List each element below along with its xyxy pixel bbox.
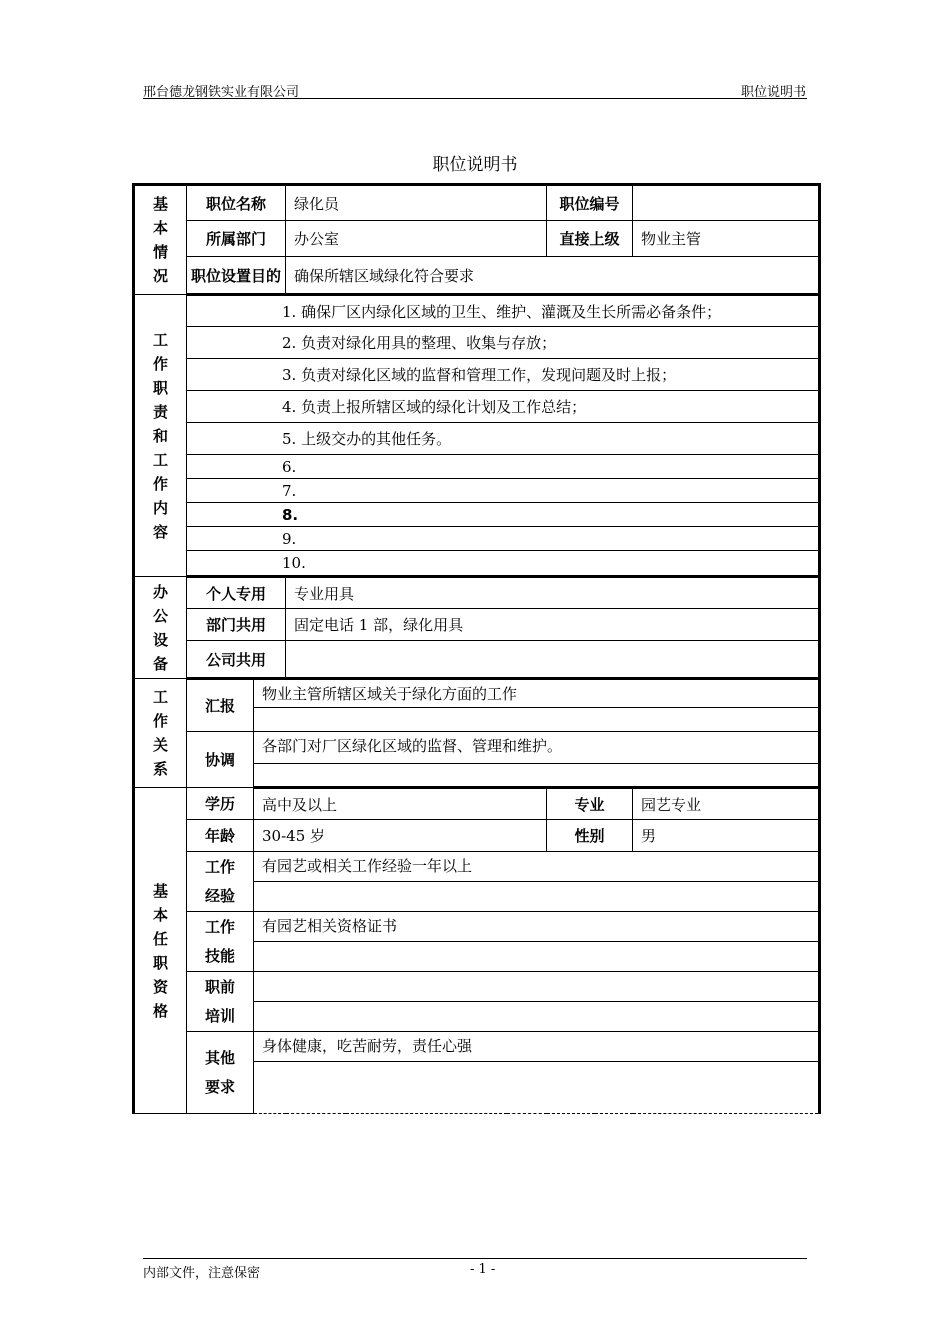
training-value [254, 972, 820, 1002]
duty-item: 3. 负责对绿化区域的监督和管理工作，发现问题及时上报； [187, 359, 820, 391]
report-blank-line [254, 708, 820, 732]
skills-blank-line [254, 942, 820, 972]
experience-value: 有园艺或相关工作经验一年以上 [254, 852, 820, 882]
skills-label: 工作 技能 [187, 912, 254, 972]
report-label: 汇报 [187, 679, 254, 732]
job-description-table [132, 183, 821, 1114]
page-number: - 1 - [470, 1262, 496, 1277]
company-equipment-label: 公司共用 [187, 641, 286, 679]
position-code-label: 职位编号 [547, 185, 633, 221]
duty-item: 9. [187, 527, 820, 551]
training-label: 职前 培训 [187, 972, 254, 1032]
personal-equipment-label: 个人专用 [187, 577, 286, 609]
duty-item: 8. [187, 503, 820, 527]
gender-value: 男 [633, 820, 820, 852]
duty-item: 7. [187, 479, 820, 503]
duty-item: 10. [187, 551, 820, 577]
experience-label: 工作 经验 [187, 852, 254, 912]
department-label: 所属部门 [187, 221, 286, 257]
header-company: 邢台德龙钢铁实业有限公司 [143, 85, 300, 100]
header-rule [143, 98, 807, 99]
duty-item: 4. 负责上报所辖区域的绿化计划及工作总结； [187, 391, 820, 423]
skills-value: 有园艺相关资格证书 [254, 912, 820, 942]
education-value: 高中及以上 [254, 788, 547, 820]
section-duties: 工 作 职 责 和 工 作 内 容 [134, 295, 187, 577]
department-equipment-value: 固定电话 1 部，绿化用具 [286, 609, 820, 641]
age-label: 年龄 [187, 820, 254, 852]
duty-item: 2. 负责对绿化用具的整理、收集与存放； [187, 327, 820, 359]
section-qualifications: 基 本 任 职 资 格 [134, 788, 187, 1114]
supervisor-label: 直接上级 [547, 221, 633, 257]
duty-item: 6. [187, 455, 820, 479]
coordinate-value: 各部门对厂区绿化区域的监督、管理和维护。 [254, 732, 820, 764]
position-name-label: 职位名称 [187, 185, 286, 221]
document-title: 职位说明书 [432, 155, 518, 175]
duty-item: 5. 上级交办的其他任务。 [187, 423, 820, 455]
other-label: 其他 要求 [187, 1032, 254, 1114]
gender-label: 性别 [547, 820, 633, 852]
company-equipment-value [286, 641, 820, 679]
section-equipment: 办 公 设 备 [134, 577, 187, 679]
major-value: 园艺专业 [633, 788, 820, 820]
personal-equipment-value: 专业用具 [286, 577, 820, 609]
section-relations: 工 作 关 系 [134, 679, 187, 788]
other-blank-line [254, 1062, 820, 1114]
footer-note: 内部文件，注意保密 [143, 1266, 261, 1281]
header-doc-name: 职位说明书 [740, 85, 806, 100]
department-equipment-label: 部门共用 [187, 609, 286, 641]
training-blank-line [254, 1002, 820, 1032]
supervisor-value: 物业主管 [633, 221, 820, 257]
purpose-label: 职位设置目的 [187, 257, 286, 295]
position-name-value: 绿化员 [286, 185, 547, 221]
footer-rule [143, 1258, 807, 1259]
experience-blank-line [254, 882, 820, 912]
other-value: 身体健康，吃苦耐劳，责任心强 [254, 1032, 820, 1062]
section-basic-info: 基 本 情 况 [134, 185, 187, 295]
major-label: 专业 [547, 788, 633, 820]
position-code-value [633, 185, 820, 221]
department-value: 办公室 [286, 221, 547, 257]
coordinate-blank-line [254, 764, 820, 788]
education-label: 学历 [187, 788, 254, 820]
duty-item: 1. 确保厂区内绿化区域的卫生、维护、灌溉及生长所需必备条件； [187, 295, 820, 327]
age-value: 30-45 岁 [254, 820, 547, 852]
purpose-value: 确保所辖区域绿化符合要求 [286, 257, 820, 295]
coordinate-label: 协调 [187, 732, 254, 788]
report-value: 物业主管所辖区域关于绿化方面的工作 [254, 679, 820, 708]
